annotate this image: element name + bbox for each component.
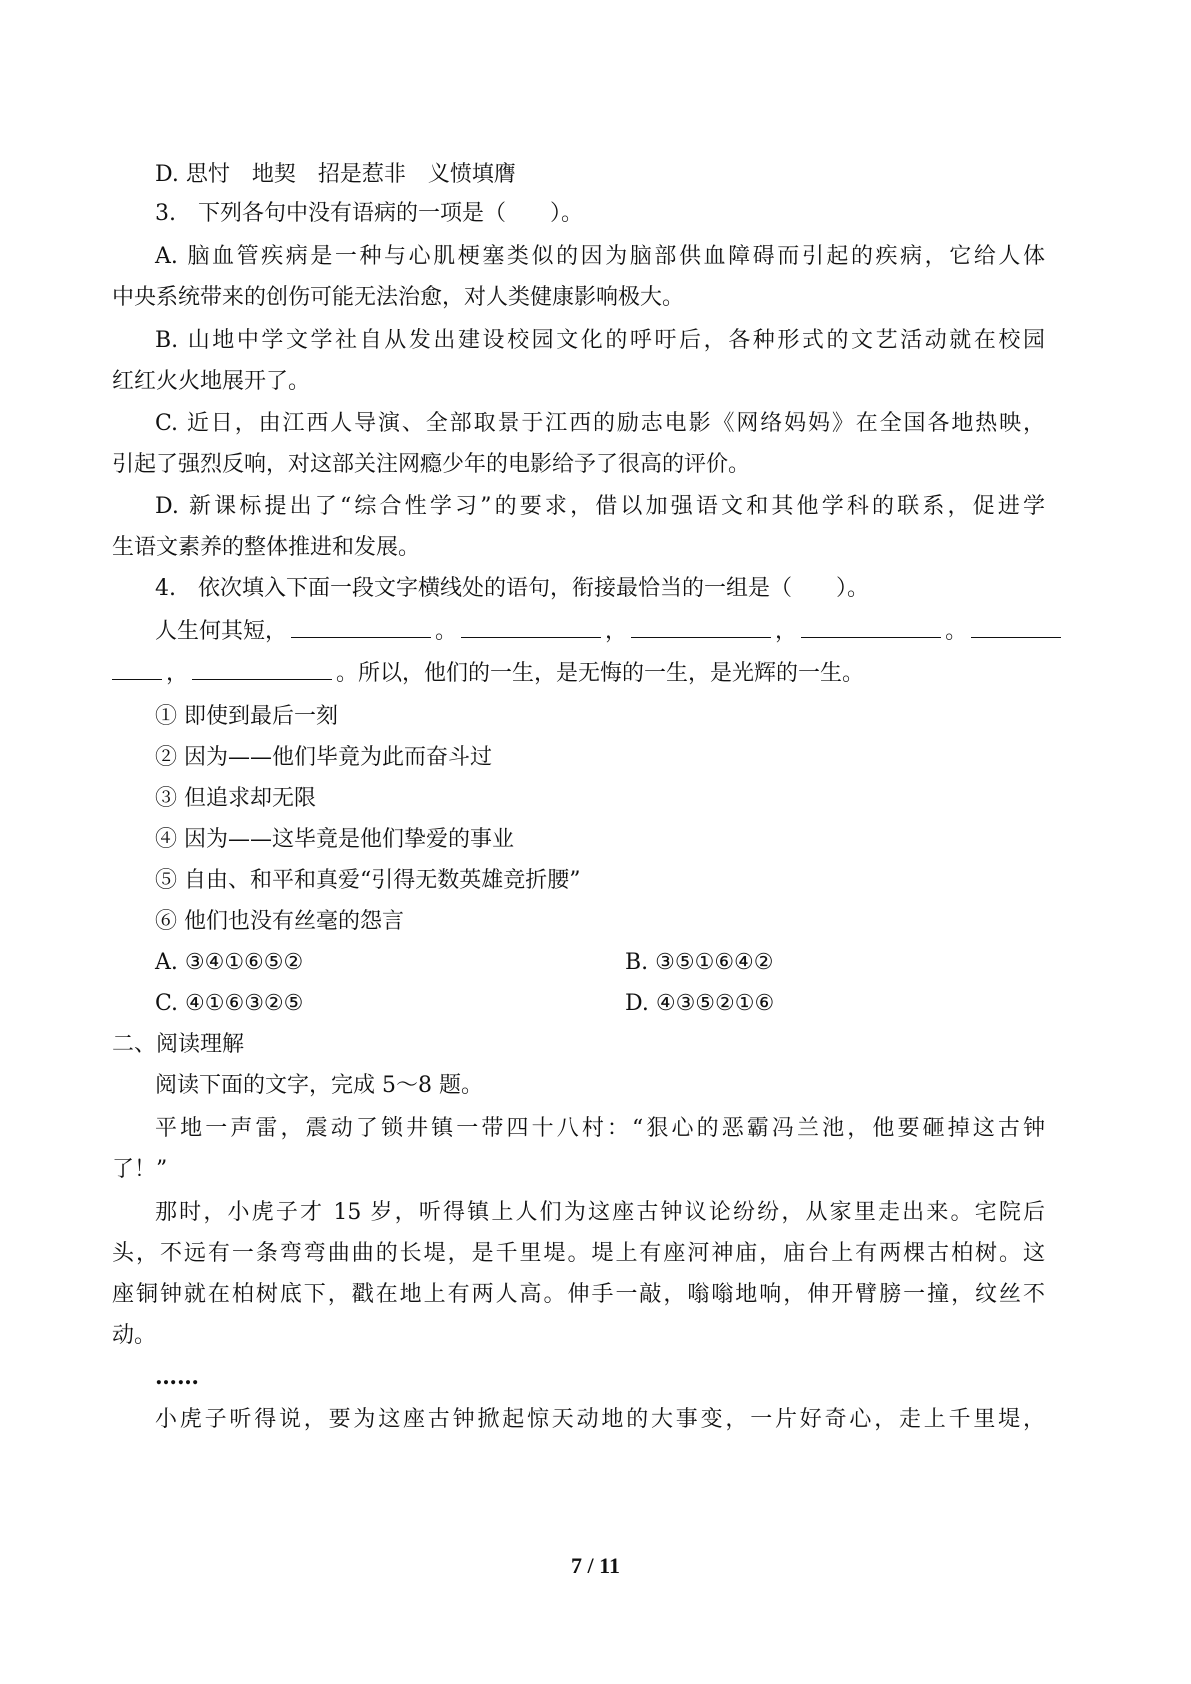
blank-4[interactable]: [801, 619, 941, 638]
sentence-2: ② 因为——他们毕竟为此而奋斗过: [155, 745, 492, 770]
q4-option-c[interactable]: C. ④①⑥③②⑤: [155, 991, 304, 1016]
sentence-3: ③ 但追求却无限: [155, 786, 316, 811]
punct: 。: [945, 619, 968, 644]
sentence-6: ⑥ 他们也没有丝毫的怨言: [155, 909, 404, 934]
blank-5-end[interactable]: [112, 661, 162, 680]
punct: 。: [435, 619, 458, 644]
ellipsis: ……: [155, 1364, 199, 1390]
q2-option-d: D. 思忖 地契 招是惹非 义愤填膺: [155, 162, 516, 187]
passage-p1-line2: 了！”: [112, 1157, 168, 1182]
q3-option-d-line2: 生语文素养的整体推进和发展。: [112, 535, 421, 560]
punct: ，: [775, 619, 798, 644]
passage-p2-line3: 座铜钟就在柏树底下，戳在地上有两人高。伸手一敲，嗡嗡地响，伸开臂膀一撞，纹丝不: [112, 1282, 1045, 1307]
reading-instruction: 阅读下面的文字，完成 5～8 题。: [155, 1073, 483, 1098]
blank-1[interactable]: [291, 619, 431, 638]
passage-p2-line1: 那时，小虎子才 15 岁，听得镇上人们为这座古钟议论纷纷，从家里走出来。宅院后: [155, 1200, 1045, 1225]
q3-option-b-line1: B. 山地中学文学社自从发出建设校园文化的呼吁后，各种形式的文艺活动就在校园: [155, 328, 1045, 353]
passage-p3-line1: 小虎子听得说，要为这座古钟掀起惊天动地的大事变，一片好奇心，走上千里堤，: [155, 1407, 1045, 1432]
section-heading: 二、阅读理解: [112, 1032, 245, 1057]
passage-p2-line2: 头，不远有一条弯弯曲曲的长堤，是千里堤。堤上有座河神庙，庙台上有两棵古柏树。这: [112, 1241, 1045, 1266]
fill-blank-lead: 人生何其短，: [155, 619, 288, 644]
punct: ，: [605, 619, 628, 644]
q3-option-c-line2: 引起了强烈反响，对这部关注网瘾少年的电影给予了很高的评价。: [112, 452, 751, 477]
q3-option-d-line1: D. 新课标提出了“综合性学习”的要求，借以加强语文和其他学科的联系，促进学: [155, 494, 1045, 519]
q3-option-a-line2: 中央系统带来的创伤可能无法治愈，对人类健康影响极大。: [112, 285, 685, 310]
passage-p2-line4: 动。: [112, 1323, 157, 1348]
q3-option-b-line2: 红红火火地展开了。: [112, 369, 311, 394]
q4-option-d[interactable]: D. ④③⑤②①⑥: [625, 991, 775, 1016]
page-number: 7 / 11: [571, 1553, 620, 1578]
fill-blank-line2: [112, 659, 1002, 689]
q4-option-a[interactable]: A. ③④①⑥⑤②: [155, 950, 304, 975]
q4-option-b[interactable]: B. ③⑤①⑥④②: [625, 950, 774, 975]
fill-blank-line1: [155, 617, 1045, 647]
blank-3[interactable]: [631, 619, 771, 638]
blank-2[interactable]: [461, 619, 601, 638]
passage-p1-line1: 平地一声雷，震动了锁井镇一带四十八村：“狠心的恶霸冯兰池，他要砸掉这古钟: [155, 1116, 1045, 1141]
question-3: 3. 下列各句中没有语病的一项是（ ）。: [155, 201, 583, 226]
blank-6[interactable]: [192, 661, 332, 680]
sentence-4: ④ 因为——这毕竟是他们挚爱的事业: [155, 827, 514, 852]
sentence-5: ⑤ 自由、和平和真爱“引得无数英雄竞折腰”: [155, 868, 581, 893]
sentence-1: ① 即使到最后一刻: [155, 704, 338, 729]
punct: ，: [166, 661, 189, 686]
question-4: 4. 依次填入下面一段文字横线处的语句，衔接最恰当的一组是（ ）。: [155, 576, 869, 601]
q3-option-a-line1: A. 脑血管疾病是一种与心肌梗塞类似的因为脑部供血障碍而引起的疾病，它给人体: [155, 244, 1045, 269]
q3-option-c-line1: C. 近日，由江西人导演、全部取景于江西的励志电影《网络妈妈》在全国各地热映，: [155, 411, 1045, 436]
fill-blank-tail: 。所以，他们的一生，是无悔的一生，是光辉的一生。: [336, 661, 865, 686]
blank-5-start[interactable]: [971, 619, 1061, 638]
